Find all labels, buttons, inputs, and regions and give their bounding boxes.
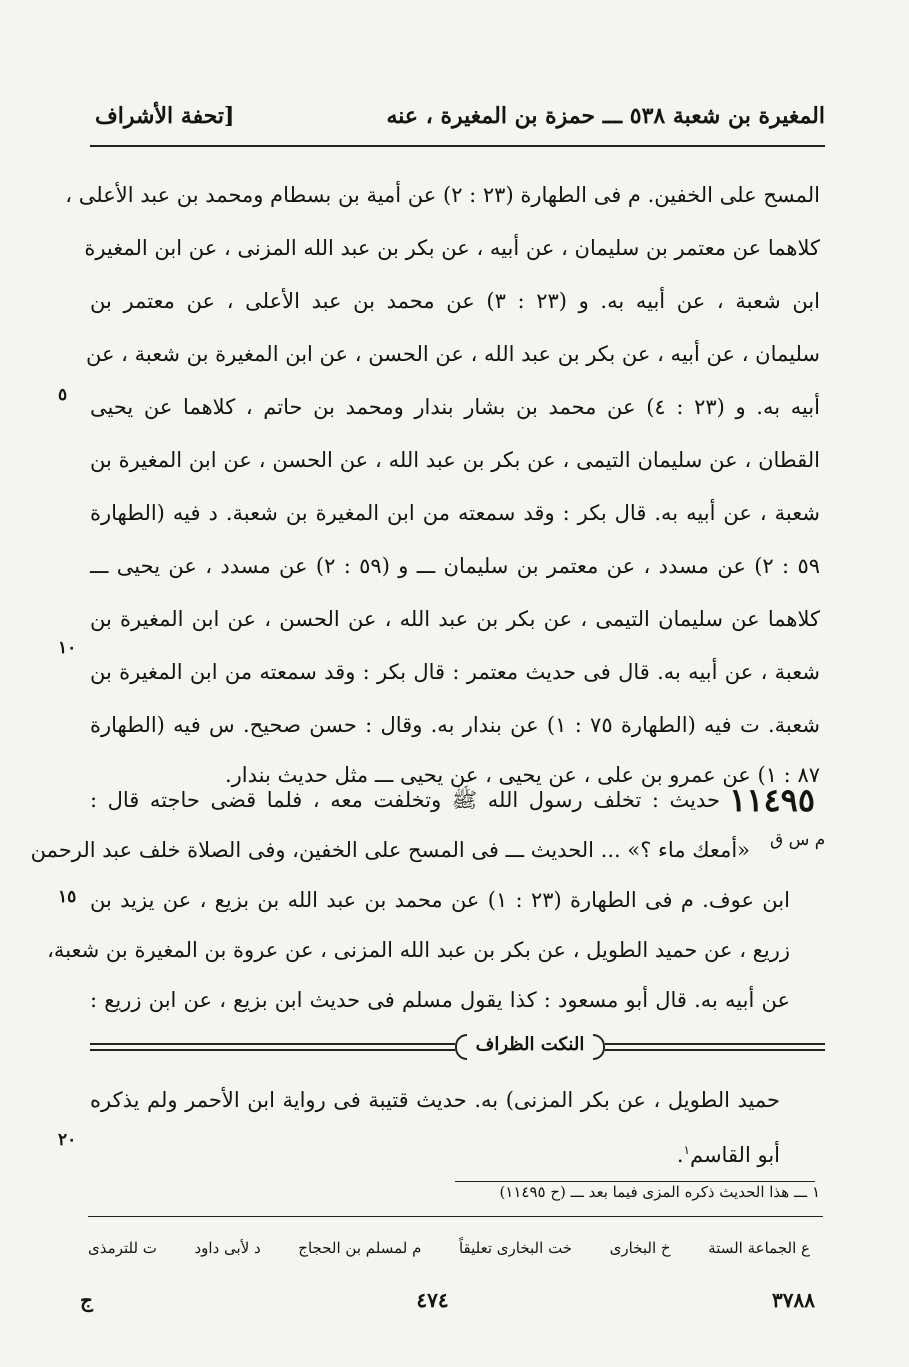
nukat-line-last: أبو القاسم$^١$. [676, 1143, 780, 1167]
nukat-separator [90, 1030, 825, 1066]
running-header [95, 96, 825, 136]
nukat-line: أبو القاسم [689, 1143, 780, 1167]
text-line: ٨٧ : ١) عن عمرو بن على ، عن يحيى ، عن يحيى ـــ مثل حديث بندار. [224, 763, 820, 787]
line-number-marker: ١٠ [58, 638, 77, 658]
text-line: أبيه به. و (٢٣ : ٤) عن محمد بن بشار بندار ومحمد بن حاتم ، كلاهما عن يحيى [90, 395, 820, 419]
legend-item: م لمسلم بن الحجاج [298, 1239, 422, 1257]
text-line: شعبة ، عن أبيه به. قال فى حديث معتمر : قال بكر : وقد سمعته من ابن المغيرة بن [90, 660, 820, 684]
footnote-ref: ١ [683, 1143, 690, 1157]
line-number-marker: ٥ [58, 385, 68, 405]
hadith-number: ١١٤٩٥ [729, 781, 815, 819]
line-number-marker: ١٥ [58, 887, 77, 907]
header-book-name: [تحفة الأشراف [95, 103, 235, 129]
legend-item: خ البخارى [609, 1239, 671, 1257]
text-line: المسح على الخفين. م فى الطهارة (٢٣ : ٢) عن أمية بن بسطام ومحمد بن عبد الأعلى ، [65, 183, 820, 207]
hadith-line: عن أبيه به. قال أبو مسعود : كذا يقول مسلم فى حديث ابن بزيع ، عن ابن زريع : [90, 988, 790, 1012]
text-line: ابن شعبة ، عن أبيه به. و (٢٣ : ٣) عن محمد بن عبد الأعلى ، عن معتمر بن [90, 289, 820, 313]
legend-item: خت البخارى تعليقاً [458, 1239, 573, 1257]
header-title: المغيرة بن شعبة ٥٣٨ ـــ حمزة بن المغيرة ، عنه [386, 103, 825, 129]
volume-letter: ج [80, 1288, 93, 1312]
nukat-line: حميد الطويل ، عن بكر المزنى) به. حديث قتيبة فى رواية ابن الأحمر ولم يذكره [90, 1088, 780, 1112]
legend-item: ت للترمذى [88, 1239, 157, 1257]
hadith-sigla: م س ق [770, 830, 826, 850]
text-line: شعبة ، عن أبيه به. قال بكر : وقد سمعته من ابن المغيرة بن شعبة. د فيه (الطهارة [90, 501, 820, 525]
text-line: ٥٩ : ٢) عن مسدد ، عن معتمر بن سليمان ـــ و (٥٩ : ٢) عن مسدد ، عن يحيى ـــ [90, 554, 821, 578]
header-rule [90, 145, 825, 147]
hadith-line: «أمعك ماء ؟» ... الحديث ـــ فى المسح على الخفين، وفى الصلاة خلف عبد الرحمن [30, 838, 750, 862]
page-number: ٤٧٤ [416, 1288, 449, 1312]
text-line: القطان ، عن سليمان التيمى ، عن بكر بن عبد الله ، عن الحسن ، عن ابن المغيرة بن [90, 448, 820, 472]
legend-item: ع الجماعة الستة [708, 1239, 810, 1257]
text-line: شعبة. ت فيه (الطهارة ٧٥ : ١) عن بندار به. وقال : حسن صحيح. س فيه (الطهارة [90, 713, 820, 737]
text-line: كلاهما عن سليمان التيمى ، عن بكر بن عبد الله ، عن الحسن ، عن ابن المغيرة بن [90, 607, 820, 631]
sigla-legend [88, 1228, 810, 1268]
hadith-line: زريع ، عن حميد الطويل ، عن بكر بن عبد الله المزنى ، عن عروة بن المغيرة بن شعبة، [47, 938, 790, 962]
line-number-marker: ٢٠ [58, 1130, 77, 1150]
nukat-label: النكت الظراف [455, 1030, 605, 1060]
hadith-line: حديث : تخلف رسول الله ﷺ وتخلفت معه ، فلما قضى حاجته قال : [90, 788, 720, 812]
legend-rule [88, 1216, 823, 1217]
page-footer [80, 1280, 815, 1320]
hadith-count: ٣٧٨٨ [772, 1288, 815, 1312]
footnote-rule [455, 1181, 815, 1182]
text-line: كلاهما عن معتمر بن سليمان ، عن أبيه ، عن بكر بن عبد الله المزنى ، عن ابن المغيرة [84, 236, 820, 260]
hadith-line: ابن عوف. م فى الطهارة (٢٣ : ١) عن محمد بن عبد الله بن بزيع ، عن يزيد بن [90, 888, 790, 912]
footnote: ١ ـــ هذا الحديث ذكره المزى فيما بعد ـــ (ح ١١٤٩٥) [499, 1183, 820, 1201]
text-line: سليمان ، عن أبيه ، عن بكر بن عبد الله ، عن الحسن ، عن ابن المغيرة بن شعبة ، عن [85, 342, 820, 366]
legend-item: د لأبى داود [194, 1239, 261, 1257]
